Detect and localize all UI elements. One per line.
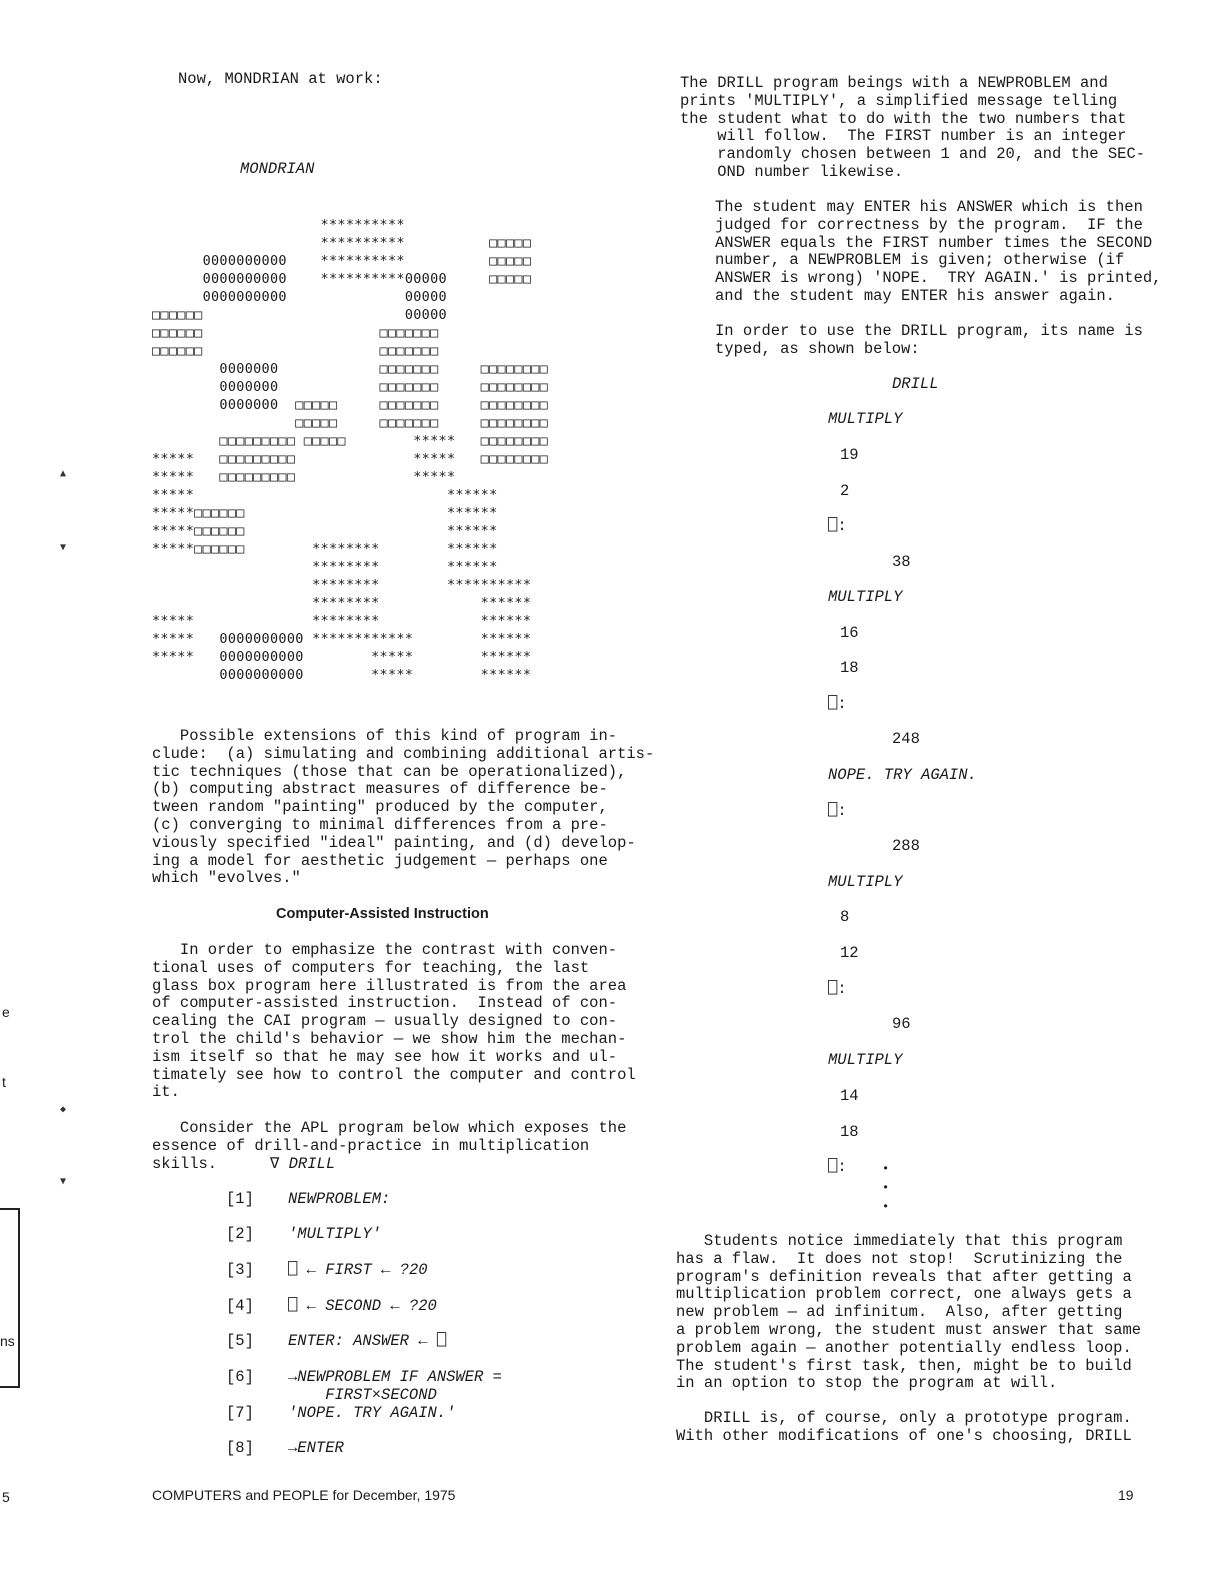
margin-mark: ▲ <box>60 468 67 479</box>
text-line: (b) computing abstract measures of difference be- <box>152 780 608 799</box>
session-answer: 288 <box>892 837 920 855</box>
session-multiply: MULTIPLY <box>828 410 903 428</box>
session-number: 14 <box>840 1087 859 1105</box>
art-line: 0000000000 ***** ****** <box>152 667 532 683</box>
art-line: ********** □□□□□ <box>152 235 532 251</box>
art-line: □□□□□□ □□□□□□□ <box>152 325 439 341</box>
flaw-paragraph <box>676 1233 1141 1393</box>
art-line: □□□□□ □□□□□□□ □□□□□□□□ <box>152 415 549 431</box>
text-line: clude: (a) simulating and combining additional artis- <box>152 744 655 763</box>
text-line: multiplication problem correct, one always gets a <box>676 1285 1132 1304</box>
line-number: [1] <box>226 1190 254 1208</box>
art-line: ********** <box>152 217 405 233</box>
art-title: MONDRIAN <box>240 160 315 178</box>
text-line: The student's first task, then, might be to build <box>676 1356 1132 1375</box>
drill-header: ∇ DRILL <box>270 1155 336 1173</box>
margin-fragment: t <box>2 1074 6 1090</box>
line-number: [8] <box>226 1439 254 1457</box>
text-line: Possible extensions of this kind of program in- <box>152 727 618 745</box>
session-number: 16 <box>840 624 859 642</box>
session-answer: 38 <box>892 553 911 571</box>
text-line: program's definition reveals that after getting a <box>676 1267 1132 1286</box>
text-line: judged for correctness by the program. IF the <box>715 215 1143 234</box>
text-line: ANSWER equals the FIRST number times the SECOND <box>715 233 1153 252</box>
art-line: □□□□□□□□□ □□□□□ ***** □□□□□□□□ <box>152 433 549 449</box>
session-number: 8 <box>840 908 850 926</box>
session-multiply: MULTIPLY <box>828 1051 903 1069</box>
margin-fragment: e <box>2 1004 10 1020</box>
continuation-dot: • <box>882 1200 890 1214</box>
section-heading: Computer-Assisted Instruction <box>276 906 489 922</box>
line-code: 'MULTIPLY' <box>288 1225 382 1243</box>
apl-paragraph <box>152 1120 626 1173</box>
text-line: will follow. The FIRST number is an integer <box>680 127 1127 146</box>
text-line: tween random "painting" produced by the computer, <box>152 798 608 817</box>
text-line: number, a NEWPROBLEM is given; otherwise (if <box>715 251 1125 270</box>
art-line: ***** ******** ****** <box>152 613 532 629</box>
session-answer: 248 <box>892 730 920 748</box>
line-code: NEWPROBLEM: <box>288 1190 391 1208</box>
text-line: ism itself so that he may see how it works and ul- <box>152 1047 618 1066</box>
session-nope: NOPE. TRY AGAIN. <box>828 766 977 784</box>
art-line: ***** □□□□□□□□□ ***** □□□□□□□□ <box>152 451 549 467</box>
closing-paragraph <box>676 1410 1132 1446</box>
text-line: tional uses of computers for teaching, the last <box>152 958 590 977</box>
line-number: [6] <box>226 1368 254 1386</box>
text-line: randomly chosen between 1 and 20, and the SEC- <box>680 145 1146 164</box>
session-multiply: MULTIPLY <box>828 873 903 891</box>
line-code: ENTER: ANSWER ← ⎕ <box>288 1332 447 1350</box>
margin-mark: ▼ <box>60 1176 67 1187</box>
art-line: ******** ****** <box>152 559 498 575</box>
extensions-paragraph <box>152 728 654 888</box>
art-line: 0000000 □□□□□ □□□□□□□ □□□□□□□□ <box>152 397 549 413</box>
text-line: DRILL is, of course, only a prototype program. <box>676 1409 1132 1427</box>
line-code: ⎕ ← FIRST ← ?20 <box>288 1261 428 1279</box>
session-number: 18 <box>840 1123 859 1141</box>
drill-description-paragraph <box>680 75 1145 182</box>
session-number: 2 <box>840 482 850 500</box>
text-line: The DRILL program beings with a NEWPROBLEM and <box>680 74 1108 92</box>
text-line: In order to emphasize the contrast with conven- <box>152 941 618 959</box>
text-line: With other modifications of one's choosing, DRILL <box>676 1426 1132 1445</box>
art-line: ***** ****** <box>152 487 498 503</box>
judging-paragraph <box>715 199 1161 306</box>
art-line: 0000000 □□□□□□□ □□□□□□□□ <box>152 379 549 395</box>
text-line: (c) converging to minimal differences from a pre- <box>152 815 608 834</box>
text-line: has a flaw. It does not stop! Scrutinizing the <box>676 1249 1123 1268</box>
text-line: ing a model for aesthetic judgement — perhaps one <box>152 851 608 870</box>
line-code: ⎕ ← SECOND ← ?20 <box>288 1297 437 1315</box>
session-number: 19 <box>840 446 859 464</box>
text-line: typed, as shown below: <box>715 339 920 358</box>
text-line: glass box program here illustrated is from the area <box>152 976 627 995</box>
session-prompt: ⎕: <box>828 517 847 535</box>
art-line: 0000000 □□□□□□□ □□□□□□□□ <box>152 361 549 377</box>
art-line: ***** 0000000000 ***** ****** <box>152 649 532 665</box>
art-line: □□□□□□ 00000 <box>152 307 447 323</box>
session-number: 18 <box>840 659 859 677</box>
text-line: of computer-assisted instruction. Instead of con- <box>152 994 618 1013</box>
text-line: viously specified "ideal" painting, and (d) develop- <box>152 833 636 852</box>
margin-mark: ◆ <box>60 1104 67 1115</box>
line-number: [4] <box>226 1297 254 1315</box>
line-number: [3] <box>226 1261 254 1279</box>
session-answer: 96 <box>892 1015 911 1033</box>
line-code: →ENTER <box>288 1439 344 1457</box>
margin-fragment: 5 <box>2 1489 10 1505</box>
line-code: →NEWPROBLEM IF ANSWER = <box>288 1368 502 1386</box>
continuation-dot: • <box>882 1181 890 1195</box>
text-line: problem again — another potentially endless loop. <box>676 1338 1132 1357</box>
text-line: cealing the CAI program — usually designed to con- <box>152 1012 618 1031</box>
text-line: Consider the APL program below which exposes the <box>152 1119 627 1137</box>
text-line: prints 'MULTIPLY', a simplified message telling <box>680 91 1118 110</box>
continuation-dot: • <box>882 1162 890 1176</box>
text-line: OND number likewise. <box>680 162 904 181</box>
line-number: [2] <box>226 1225 254 1243</box>
text-line: In order to use the DRILL program, its name is <box>715 322 1143 340</box>
margin-fragment: ns <box>0 1333 15 1349</box>
usage-paragraph <box>715 323 1143 359</box>
text-line: it. <box>152 1083 180 1102</box>
line-code: FIRST×SECOND <box>288 1386 437 1404</box>
session-command: DRILL <box>892 375 939 393</box>
text-line: a problem wrong, the student must answer that same <box>676 1320 1142 1339</box>
art-line: ***** □□□□□□□□□ ***** <box>152 469 456 485</box>
session-prompt: ⎕: <box>828 802 847 820</box>
line-number: [5] <box>226 1332 254 1350</box>
mondrian-ascii-art <box>152 216 548 684</box>
art-line: 0000000000 **********00000 □□□□□ <box>152 271 532 287</box>
session-prompt: ⎕: <box>828 980 847 998</box>
text-line: which "evolves." <box>152 869 301 888</box>
text-line: Students notice immediately that this program <box>676 1232 1123 1250</box>
art-line: *****□□□□□□ ******** ****** <box>152 541 498 557</box>
art-line: □□□□□□ □□□□□□□ <box>152 343 439 359</box>
cai-paragraph <box>152 942 636 1102</box>
session-prompt: ⎕: <box>828 1158 847 1176</box>
art-line: ******** ********** <box>152 577 532 593</box>
session-multiply: MULTIPLY <box>828 588 903 606</box>
art-line: *****□□□□□□ ****** <box>152 505 498 521</box>
art-line: 0000000000 ********** □□□□□ <box>152 253 532 269</box>
text-line: The student may ENTER his ANSWER which is then <box>715 198 1143 216</box>
art-line: ***** 0000000000 ************ ****** <box>152 631 532 647</box>
text-line: and the student may ENTER his answer again. <box>715 286 1115 305</box>
text-line: in an option to stop the program at will. <box>676 1374 1058 1393</box>
text-line: essence of drill-and-practice in multiplication <box>152 1136 590 1155</box>
text-line: timately see how to control the computer and control <box>152 1065 636 1084</box>
margin-box-edge <box>0 1208 20 1388</box>
intro-line: Now, MONDRIAN at work: <box>178 70 383 88</box>
text-line: new problem — ad infinitum. Also, after getting <box>676 1303 1123 1322</box>
art-line: *****□□□□□□ ****** <box>152 523 498 539</box>
text-line: tic techniques (those that can be operationalized), <box>152 762 627 781</box>
running-footer: COMPUTERS and PEOPLE for December, 1975 <box>152 1487 456 1503</box>
page-number: 19 <box>1118 1487 1134 1503</box>
text-line: trol the child's behavior — we show him the mechan- <box>152 1029 627 1048</box>
art-line: ******** ****** <box>152 595 532 611</box>
text-line: skills. <box>152 1154 218 1173</box>
text-line: the student what to do with the two numbers that <box>680 109 1127 128</box>
margin-mark: ▼ <box>60 542 67 553</box>
session-prompt: ⎕: <box>828 695 847 713</box>
session-number: 12 <box>840 944 859 962</box>
text-line: ANSWER is wrong) 'NOPE. TRY AGAIN.' is printed, <box>715 269 1162 288</box>
line-number: [7] <box>226 1404 254 1422</box>
line-code: 'NOPE. TRY AGAIN.' <box>288 1404 456 1422</box>
art-line: 0000000000 00000 <box>152 289 447 305</box>
